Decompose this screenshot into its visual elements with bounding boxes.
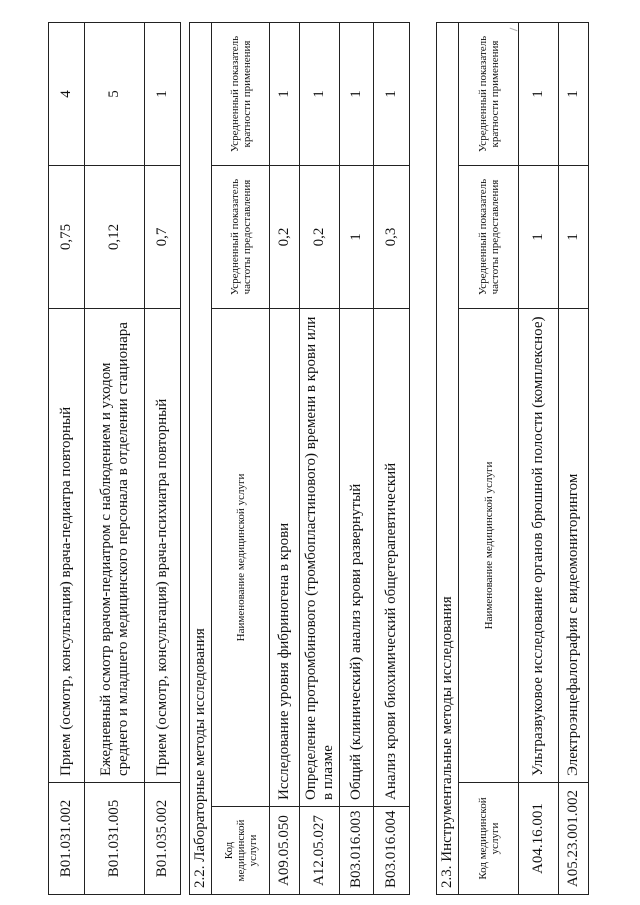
table-row bbox=[49, 23, 85, 895]
table-row bbox=[145, 23, 181, 895]
multiplicity-value: 1 bbox=[559, 22, 589, 165]
service-name: Прием (осмотр, консультация) врача-психиатра повторный bbox=[145, 309, 181, 783]
table-row bbox=[519, 22, 559, 894]
header-frequency: Усредненный показатель частоты предоставления bbox=[212, 166, 270, 309]
multiplicity-value: 1 bbox=[519, 22, 559, 165]
multiplicity-value: 1 bbox=[340, 23, 374, 166]
section-row bbox=[190, 23, 212, 895]
multiplicity-value: 1 bbox=[270, 23, 300, 166]
consultations-table bbox=[48, 22, 181, 895]
service-name: Общий (клинический) анализ крови развернутый bbox=[340, 309, 374, 807]
header-name: Наименование медицинской услуги bbox=[212, 309, 270, 807]
header-multiplicity: Усредненный показатель кратности применения bbox=[459, 22, 519, 165]
frequency-value: 1 bbox=[559, 166, 589, 309]
multiplicity-value: 4 bbox=[49, 23, 85, 166]
service-code: A04.16.001 bbox=[519, 783, 559, 895]
table-row bbox=[374, 23, 410, 895]
frequency-value: 0,75 bbox=[49, 166, 85, 309]
service-code: B01.031.005 bbox=[85, 783, 145, 895]
service-name: Исследование уровня фибриногена в крови bbox=[270, 309, 300, 807]
service-code: B01.035.002 bbox=[145, 783, 181, 895]
multiplicity-value: 5 bbox=[85, 23, 145, 166]
header-frequency: Усредненный показатель частоты предоставления bbox=[459, 166, 519, 309]
frequency-value: 0,2 bbox=[300, 166, 340, 309]
multiplicity-value: 1 bbox=[145, 23, 181, 166]
table-row bbox=[559, 22, 589, 894]
table-row bbox=[340, 23, 374, 895]
header-name: Наименование медицинской услуги bbox=[459, 309, 519, 783]
table-row bbox=[85, 23, 145, 895]
section-title: 2.3. Инструментальные методы исследования bbox=[437, 22, 459, 894]
header-multiplicity: Усредненный показатель кратности применения bbox=[212, 23, 270, 166]
frequency-value: 0,2 bbox=[270, 166, 300, 309]
header-code: Код медицинской услуги bbox=[459, 783, 519, 895]
laboratory-methods-table bbox=[189, 22, 410, 895]
service-name: Ежедневный осмотр врачом-педиатром с наблюдением и уходом среднего и младшего медицинского персонала в отделении стационара bbox=[85, 309, 145, 783]
service-code: B03.016.004 bbox=[374, 807, 410, 895]
service-name: Анализ крови биохимический общетерапевтический bbox=[374, 309, 410, 807]
service-code: A09.05.050 bbox=[270, 807, 300, 895]
table-row bbox=[270, 23, 300, 895]
service-name: Ультразвуковое исследование органов брюшной полости (комплексное) bbox=[519, 309, 559, 783]
header-code: Код медицинской услуги bbox=[212, 807, 270, 895]
service-code: B03.016.003 bbox=[340, 807, 374, 895]
service-name: Электроэнцефалография с видеомониторингом bbox=[559, 309, 589, 783]
header-row bbox=[459, 22, 519, 894]
frequency-value: 0,7 bbox=[145, 166, 181, 309]
service-name: Определение протромбинового (тромбопластинового) времени в крови или в плазме bbox=[300, 309, 340, 807]
service-name: Прием (осмотр, консультация) врача-педиатра повторный bbox=[49, 309, 85, 783]
frequency-value: 1 bbox=[340, 166, 374, 309]
service-code: A12.05.027 bbox=[300, 807, 340, 895]
header-row bbox=[212, 23, 270, 895]
instrumental-methods-table bbox=[436, 22, 589, 895]
frequency-value: 0,12 bbox=[85, 166, 145, 309]
section-title: 2.2. Лабораторные методы исследования bbox=[190, 23, 212, 895]
table-row bbox=[300, 23, 340, 895]
frequency-value: 1 bbox=[519, 166, 559, 309]
service-code: A05.23.001.002 bbox=[559, 783, 589, 895]
multiplicity-value: 1 bbox=[300, 23, 340, 166]
section-row bbox=[437, 22, 459, 894]
frequency-value: 0,3 bbox=[374, 166, 410, 309]
multiplicity-value: 1 bbox=[374, 23, 410, 166]
service-code: B01.031.002 bbox=[49, 783, 85, 895]
